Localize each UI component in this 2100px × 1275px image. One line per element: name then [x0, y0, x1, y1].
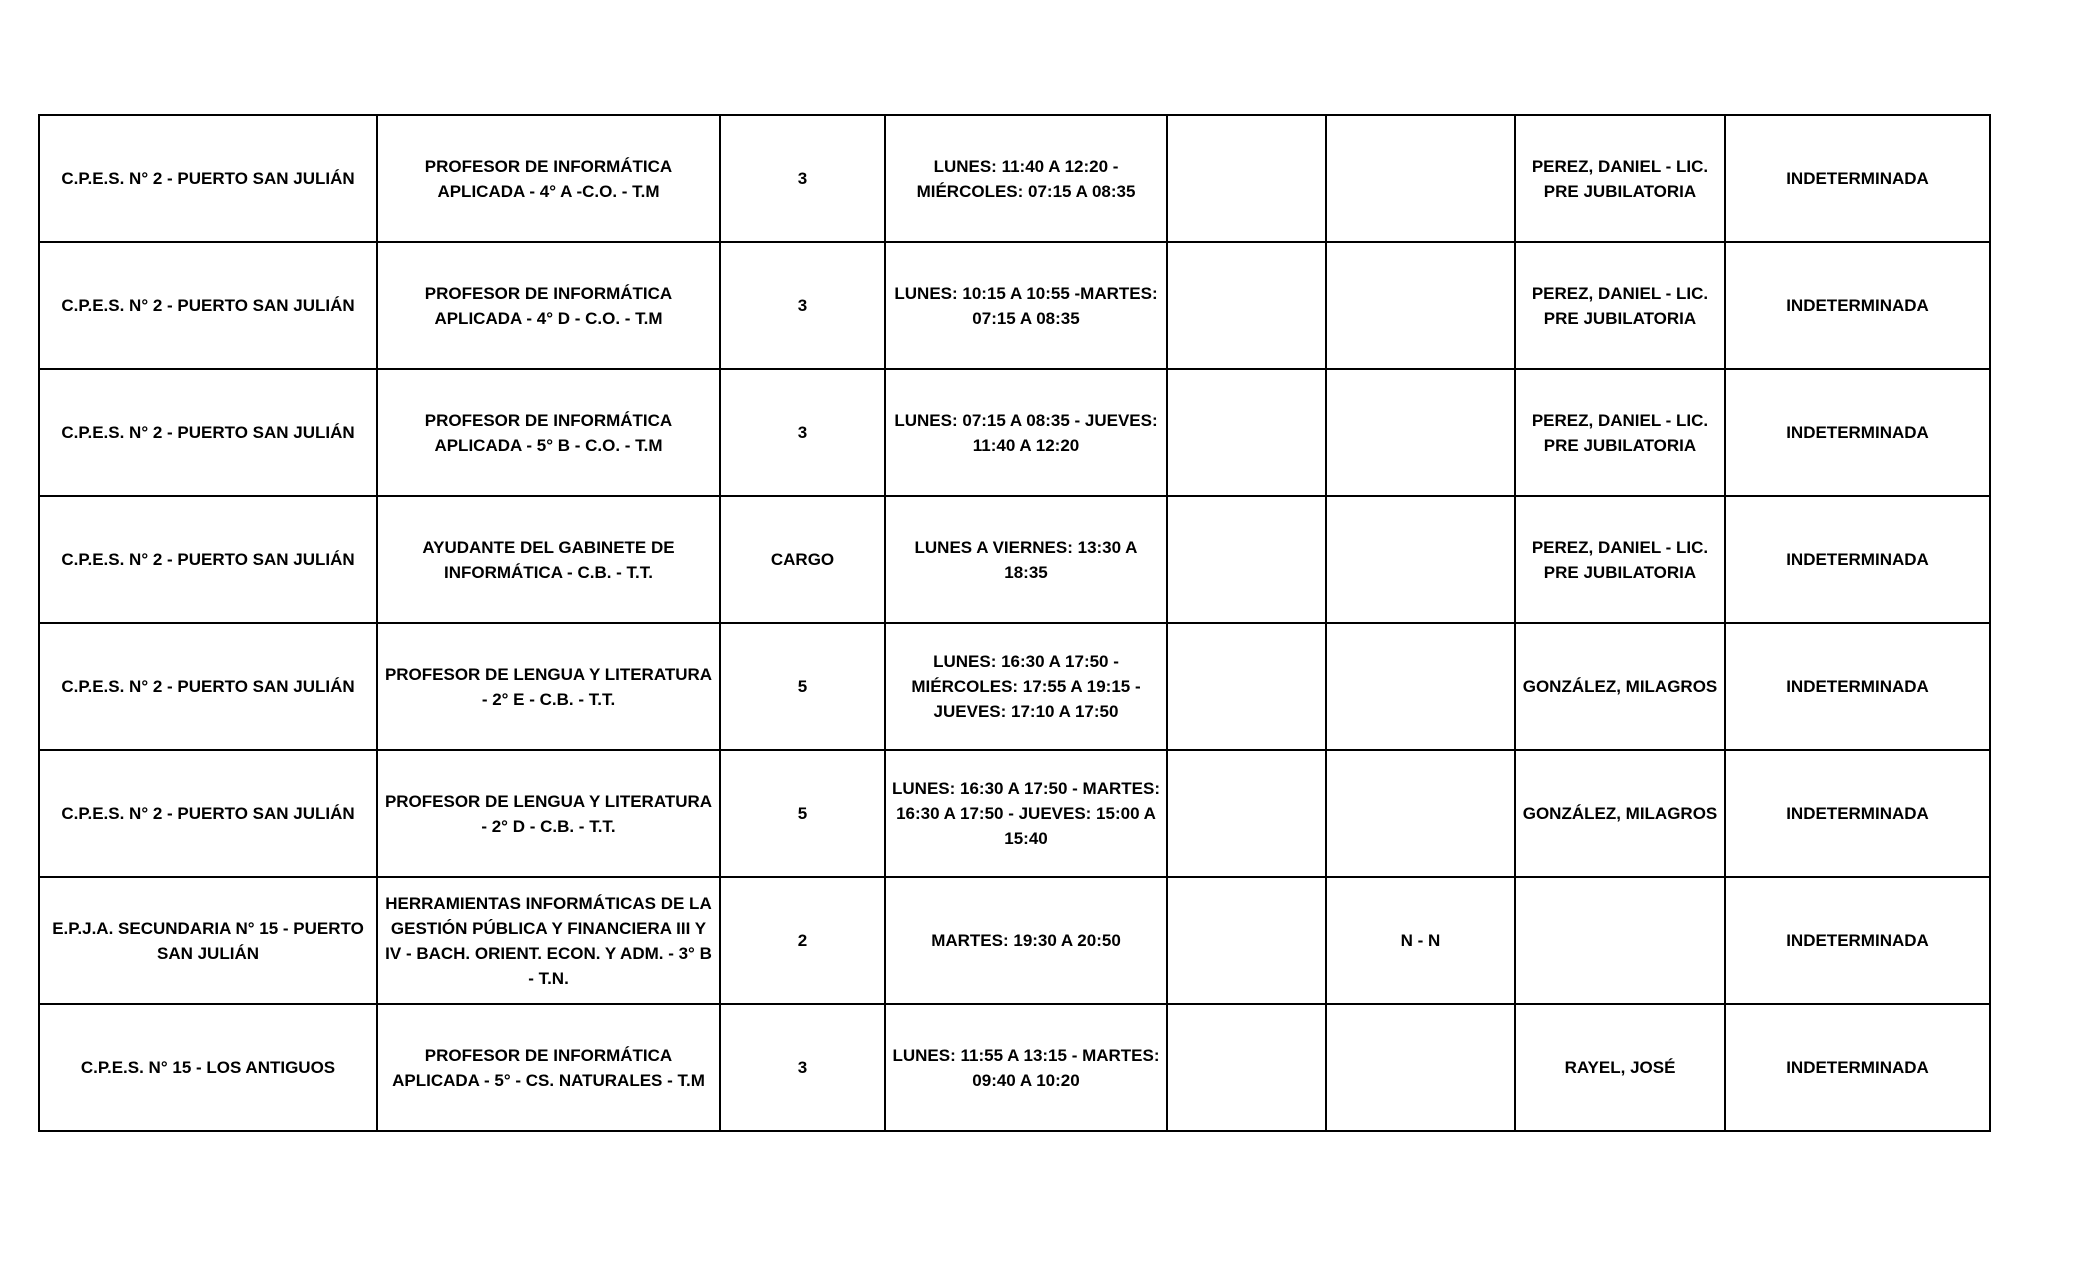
- subject-cell: PROFESOR DE INFORMÁTICA APLICADA - 4° D - C.O. - T.M: [377, 242, 720, 369]
- term-cell: INDETERMINADA: [1725, 115, 1990, 242]
- holder-cell: PEREZ, DANIEL - LIC. PRE JUBILATORIA: [1515, 242, 1725, 369]
- vacancy-sheet: [38, 114, 1991, 1132]
- school-cell: E.P.J.A. SECUNDARIA N° 15 - PUERTO SAN JULIÁN: [39, 877, 377, 1004]
- subject-cell: AYUDANTE DEL GABINETE DE INFORMÁTICA - C.B. - T.T.: [377, 496, 720, 623]
- schedule-cell: LUNES: 10:15 A 10:55 -MARTES: 07:15 A 08:35: [885, 242, 1167, 369]
- table-row: [39, 369, 1990, 496]
- blank-cell: [1167, 496, 1326, 623]
- holder-cell: PEREZ, DANIEL - LIC. PRE JUBILATORIA: [1515, 369, 1725, 496]
- subject-cell: PROFESOR DE LENGUA Y LITERATURA - 2° D - C.B. - T.T.: [377, 750, 720, 877]
- subject-cell: PROFESOR DE INFORMÁTICA APLICADA - 4° A -C.O. - T.M: [377, 115, 720, 242]
- schedule-cell: LUNES: 07:15 A 08:35 - JUEVES: 11:40 A 12:20: [885, 369, 1167, 496]
- term-cell: INDETERMINADA: [1725, 369, 1990, 496]
- school-cell: C.P.E.S. N° 2 - PUERTO SAN JULIÁN: [39, 242, 377, 369]
- school-cell: C.P.E.S. N° 2 - PUERTO SAN JULIÁN: [39, 750, 377, 877]
- vacancy-table: [38, 114, 1991, 1132]
- schedule-cell: LUNES: 11:55 A 13:15 - MARTES: 09:40 A 10:20: [885, 1004, 1167, 1131]
- hours-cell: 3: [720, 369, 885, 496]
- term-cell: INDETERMINADA: [1725, 877, 1990, 1004]
- schedule-cell: LUNES A VIERNES: 13:30 A 18:35: [885, 496, 1167, 623]
- shift-cell: [1326, 623, 1515, 750]
- schedule-cell: MARTES: 19:30 A 20:50: [885, 877, 1167, 1004]
- blank-cell: [1167, 115, 1326, 242]
- blank-cell: [1167, 877, 1326, 1004]
- subject-cell: PROFESOR DE LENGUA Y LITERATURA - 2° E - C.B. - T.T.: [377, 623, 720, 750]
- holder-cell: RAYEL, JOSÉ: [1515, 1004, 1725, 1131]
- blank-cell: [1167, 623, 1326, 750]
- holder-cell: GONZÁLEZ, MILAGROS: [1515, 750, 1725, 877]
- subject-cell: PROFESOR DE INFORMÁTICA APLICADA - 5° B - C.O. - T.M: [377, 369, 720, 496]
- schedule-cell: LUNES: 11:40 A 12:20 - MIÉRCOLES: 07:15 A 08:35: [885, 115, 1167, 242]
- school-cell: C.P.E.S. N° 2 - PUERTO SAN JULIÁN: [39, 623, 377, 750]
- hours-cell: 5: [720, 750, 885, 877]
- school-cell: C.P.E.S. N° 2 - PUERTO SAN JULIÁN: [39, 369, 377, 496]
- hours-cell: CARGO: [720, 496, 885, 623]
- shift-cell: [1326, 369, 1515, 496]
- schedule-cell: LUNES: 16:30 A 17:50 - MIÉRCOLES: 17:55 A 19:15 - JUEVES: 17:10 A 17:50: [885, 623, 1167, 750]
- school-cell: C.P.E.S. N° 15 - LOS ANTIGUOS: [39, 1004, 377, 1131]
- table-row: [39, 750, 1990, 877]
- term-cell: INDETERMINADA: [1725, 623, 1990, 750]
- blank-cell: [1167, 1004, 1326, 1131]
- table-row: [39, 115, 1990, 242]
- shift-cell: [1326, 1004, 1515, 1131]
- hours-cell: 5: [720, 623, 885, 750]
- subject-cell: PROFESOR DE INFORMÁTICA APLICADA - 5° - CS. NATURALES - T.M: [377, 1004, 720, 1131]
- term-cell: INDETERMINADA: [1725, 1004, 1990, 1131]
- subject-cell: HERRAMIENTAS INFORMÁTICAS DE LA GESTIÓN PÚBLICA Y FINANCIERA III Y IV - BACH. ORIENT. ECON. Y ADM. - 3° B - T.N.: [377, 877, 720, 1004]
- shift-cell: [1326, 496, 1515, 623]
- school-cell: C.P.E.S. N° 2 - PUERTO SAN JULIÁN: [39, 115, 377, 242]
- holder-cell: [1515, 877, 1725, 1004]
- blank-cell: [1167, 242, 1326, 369]
- table-row: [39, 1004, 1990, 1131]
- school-cell: C.P.E.S. N° 2 - PUERTO SAN JULIÁN: [39, 496, 377, 623]
- table-row: [39, 242, 1990, 369]
- hours-cell: 3: [720, 1004, 885, 1131]
- holder-cell: PEREZ, DANIEL - LIC. PRE JUBILATORIA: [1515, 115, 1725, 242]
- shift-cell: [1326, 115, 1515, 242]
- shift-cell: [1326, 750, 1515, 877]
- hours-cell: 3: [720, 242, 885, 369]
- table-row: [39, 496, 1990, 623]
- holder-cell: PEREZ, DANIEL - LIC. PRE JUBILATORIA: [1515, 496, 1725, 623]
- term-cell: INDETERMINADA: [1725, 496, 1990, 623]
- shift-cell: N - N: [1326, 877, 1515, 1004]
- hours-cell: 3: [720, 115, 885, 242]
- table-row: [39, 623, 1990, 750]
- blank-cell: [1167, 369, 1326, 496]
- table-row: [39, 877, 1990, 1004]
- term-cell: INDETERMINADA: [1725, 750, 1990, 877]
- blank-cell: [1167, 750, 1326, 877]
- shift-cell: [1326, 242, 1515, 369]
- hours-cell: 2: [720, 877, 885, 1004]
- schedule-cell: LUNES: 16:30 A 17:50 - MARTES: 16:30 A 17:50 - JUEVES: 15:00 A 15:40: [885, 750, 1167, 877]
- term-cell: INDETERMINADA: [1725, 242, 1990, 369]
- holder-cell: GONZÁLEZ, MILAGROS: [1515, 623, 1725, 750]
